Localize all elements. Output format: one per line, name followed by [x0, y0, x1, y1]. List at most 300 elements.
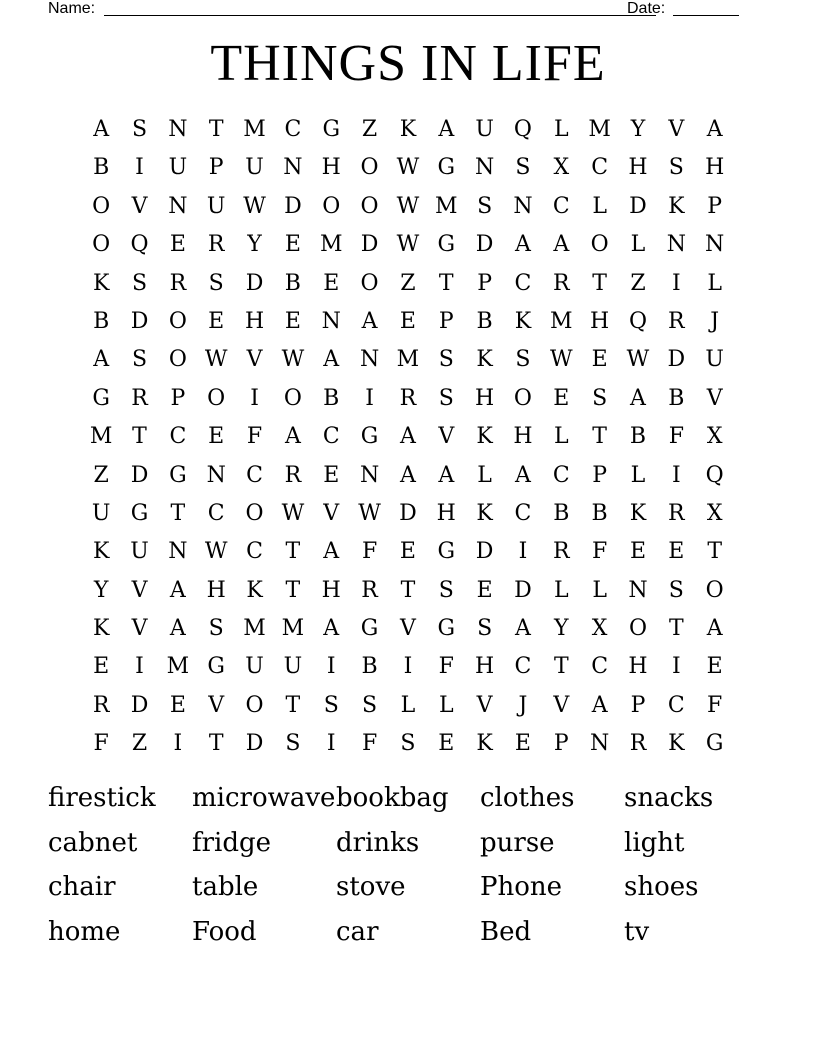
grid-letter: Q — [513, 117, 532, 142]
grid-letter: D — [360, 232, 379, 258]
grid-letter: G — [705, 731, 724, 757]
grid-letter: O — [245, 692, 264, 718]
grid-letter: N — [513, 193, 533, 219]
grid-letter: B — [361, 654, 378, 680]
grid-letter: D — [475, 539, 494, 565]
grid-letter: Q — [705, 462, 724, 488]
grid-letter: O — [360, 155, 379, 181]
word-bank-item: clothes — [480, 783, 575, 813]
grid-letter: P — [630, 692, 646, 718]
word-bank-item: microwave — [192, 783, 336, 813]
grid-letter: W — [396, 232, 420, 258]
grid-letter: V — [208, 692, 225, 718]
grid-letter: V — [131, 616, 148, 642]
grid-letter: O — [628, 616, 647, 642]
grid-letter: P — [592, 462, 608, 488]
grid-letter: K — [246, 577, 263, 603]
grid-letter: M — [243, 117, 266, 142]
grid-letter: P — [553, 731, 569, 757]
grid-letter: O — [92, 193, 111, 219]
grid-letter: T — [132, 424, 147, 450]
grid-row — [82, 380, 734, 418]
grid-letter: V — [668, 117, 685, 142]
grid-letter: T — [553, 654, 569, 680]
grid-letter: G — [360, 424, 379, 450]
grid-letter: S — [438, 577, 454, 603]
grid-letter: A — [438, 117, 455, 142]
grid-letter: T — [707, 539, 723, 565]
grid-letter: F — [93, 731, 109, 757]
grid-letter: R — [169, 270, 187, 296]
grid-letter: E — [284, 232, 301, 258]
word-bank-item: light — [624, 827, 685, 858]
grid-letter: L — [477, 462, 492, 488]
grid-letter: A — [515, 616, 531, 642]
grid-letter: M — [166, 654, 190, 680]
grid-letter: B — [323, 385, 340, 411]
grid-letter: C — [207, 500, 225, 526]
grid-letter: A — [323, 539, 340, 565]
grid-letter: W — [626, 347, 650, 373]
word-bank-item: cabnet — [48, 827, 138, 858]
grid-letter: O — [92, 232, 111, 258]
grid-row — [82, 457, 734, 495]
grid-letter: R — [629, 731, 647, 757]
grid-letter: C — [591, 654, 609, 680]
word-bank-row — [48, 912, 768, 957]
grid-letter: W — [204, 347, 228, 373]
grid-letter: S — [668, 577, 684, 603]
grid-letter: V — [438, 424, 455, 450]
grid-letter: C — [169, 424, 187, 450]
grid-letter: E — [706, 654, 723, 680]
grid-letter: T — [208, 731, 224, 757]
grid-letter: O — [590, 232, 609, 258]
word-bank-item: chair — [48, 872, 116, 903]
grid-letter: L — [707, 270, 722, 296]
grid-letter: K — [514, 308, 532, 334]
grid-letter: H — [321, 577, 341, 603]
grid-letter: D — [130, 462, 149, 488]
grid-letter: W — [281, 500, 305, 526]
grid-letter: E — [284, 308, 301, 334]
grid-letter: B — [476, 308, 493, 334]
grid-letter: L — [553, 424, 569, 450]
grid-letter: S — [208, 270, 224, 296]
grid-letter: Z — [93, 462, 109, 488]
grid-letter: A — [399, 424, 416, 450]
grid-letter: F — [707, 692, 723, 718]
grid-letter: A — [630, 385, 646, 411]
grid-row — [82, 111, 734, 149]
grid-row — [82, 341, 734, 379]
grid-letter: O — [168, 308, 187, 334]
grid-letter: B — [591, 500, 608, 526]
grid-letter: E — [476, 577, 493, 603]
word-bank-item: firestick — [48, 783, 156, 813]
grid-letter: S — [131, 270, 148, 296]
grid-letter: L — [592, 577, 607, 603]
grid-letter: W — [396, 193, 420, 219]
grid-letter: M — [319, 232, 343, 258]
grid-letter: I — [326, 654, 336, 680]
grid-letter: T — [592, 270, 607, 296]
grid-letter: M — [588, 117, 611, 142]
grid-letter: R — [553, 270, 570, 296]
grid-letter: C — [284, 117, 302, 142]
grid-letter: W — [358, 500, 381, 526]
grid-letter: U — [130, 539, 149, 565]
grid-letter: A — [706, 616, 723, 642]
word-bank-item: stove — [336, 872, 406, 903]
grid-row — [82, 725, 734, 763]
grid-letter: U — [91, 500, 111, 526]
grid-letter: U — [475, 117, 494, 142]
grid-letter: H — [590, 308, 610, 334]
grid-letter: S — [362, 692, 378, 718]
grid-letter: F — [361, 731, 378, 757]
grid-letter: V — [476, 692, 493, 718]
grid-letter: S — [515, 155, 531, 181]
grid-letter: K — [92, 616, 110, 642]
grid-letter: H — [475, 385, 495, 411]
grid-letter: H — [628, 155, 648, 181]
name-blank-line — [104, 15, 656, 16]
grid-letter: C — [246, 462, 263, 488]
grid-letter: E — [323, 270, 340, 296]
grid-row — [82, 303, 734, 341]
grid-letter: N — [666, 232, 686, 258]
word-bank-item: car — [336, 917, 379, 948]
grid-letter: E — [399, 539, 416, 565]
grid-letter: S — [208, 616, 224, 642]
grid-letter: Y — [247, 232, 262, 258]
grid-letter: E — [169, 692, 186, 718]
grid-letter: L — [553, 117, 569, 142]
grid-letter: S — [477, 193, 493, 219]
grid-letter: I — [173, 731, 183, 757]
grid-letter: N — [168, 117, 188, 142]
grid-letter: L — [553, 577, 569, 603]
grid-letter: M — [435, 193, 458, 219]
grid-letter: G — [437, 155, 456, 181]
grid-row — [82, 533, 734, 571]
grid-letter: L — [630, 462, 646, 488]
grid-letter: G — [169, 462, 187, 488]
grid-letter: T — [208, 117, 224, 142]
grid-letter: E — [208, 308, 225, 334]
grid-letter: V — [706, 385, 723, 411]
grid-letter: N — [206, 462, 226, 488]
grid-letter: N — [705, 232, 725, 258]
word-bank-item: Phone — [480, 872, 563, 903]
grid-letter: E — [169, 232, 186, 258]
grid-letter: C — [591, 155, 609, 181]
grid-row — [82, 226, 734, 264]
word-bank-row — [48, 778, 768, 823]
grid-letter: N — [168, 193, 188, 219]
word-bank-item: Bed — [480, 917, 532, 948]
grid-letter: S — [285, 731, 301, 757]
grid-letter: E — [323, 462, 340, 488]
grid-letter: A — [591, 692, 608, 718]
grid-letter: U — [206, 193, 226, 219]
grid-letter: T — [285, 539, 301, 565]
grid-letter: R — [668, 500, 685, 526]
grid-letter: K — [476, 347, 493, 373]
grid-letter: F — [438, 654, 454, 680]
grid-letter: Z — [630, 270, 646, 296]
grid-letter: Q — [130, 232, 149, 258]
grid-letter: Q — [628, 308, 647, 334]
grid-letter: C — [514, 270, 532, 296]
grid-letter: E — [514, 731, 531, 757]
grid-row — [82, 687, 734, 725]
word-bank-item: fridge — [192, 827, 272, 858]
grid-letter: M — [281, 616, 305, 642]
grid-letter: A — [169, 616, 186, 642]
grid-letter: Z — [400, 270, 416, 296]
grid-letter: R — [361, 577, 378, 603]
grid-letter: F — [668, 424, 684, 450]
word-bank-item: purse — [480, 827, 555, 858]
grid-row — [82, 265, 734, 303]
grid-letter: I — [671, 270, 681, 296]
grid-letter: D — [399, 500, 417, 526]
grid-letter: W — [549, 347, 573, 373]
word-bank-item: drinks — [336, 827, 420, 858]
grid-letter: B — [668, 385, 685, 411]
grid-letter: R — [399, 385, 417, 411]
grid-letter: S — [131, 347, 148, 373]
grid-letter: N — [359, 462, 380, 488]
grid-letter: Y — [630, 117, 646, 142]
grid-row — [82, 572, 734, 610]
grid-row — [82, 188, 734, 226]
worksheet-header — [48, 0, 740, 18]
word-bank-item: home — [48, 917, 121, 948]
grid-letter: U — [245, 654, 264, 680]
grid-letter: T — [170, 500, 186, 526]
grid-letter: D — [629, 193, 647, 219]
grid-letter: V — [553, 692, 570, 718]
grid-letter: H — [628, 654, 648, 680]
grid-letter: I — [135, 155, 144, 181]
grid-letter: F — [361, 539, 378, 565]
grid-letter: Y — [93, 577, 109, 603]
grid-letter: O — [322, 193, 341, 219]
grid-letter: E — [591, 347, 608, 373]
grid-letter: G — [207, 654, 225, 680]
grid-letter: A — [169, 577, 186, 603]
grid-letter: V — [323, 500, 340, 526]
grid-letter: A — [553, 232, 570, 258]
grid-letter: C — [552, 193, 570, 219]
grid-letter: L — [438, 692, 454, 718]
grid-letter: I — [326, 731, 336, 757]
grid-letter: E — [93, 654, 110, 680]
grid-letter: S — [438, 385, 454, 411]
grid-letter: N — [321, 308, 341, 334]
grid-letter: R — [553, 539, 570, 565]
word-bank-item: bookbag — [336, 783, 449, 813]
grid-row — [82, 610, 734, 648]
grid-letter: G — [92, 385, 110, 411]
grid-letter: E — [629, 539, 647, 565]
grid-letter: A — [93, 117, 110, 142]
grid-row — [82, 648, 734, 686]
word-bank-item: table — [192, 872, 259, 903]
date-blank-line — [673, 15, 739, 16]
grid-letter: G — [437, 616, 456, 642]
grid-letter: A — [438, 462, 455, 488]
page-title: THINGS IN LIFE — [210, 35, 606, 92]
grid-letter: C — [552, 462, 570, 488]
grid-letter: E — [553, 385, 570, 411]
word-bank-item: Food — [192, 917, 257, 948]
grid-letter: O — [360, 193, 379, 219]
grid-letter: H — [513, 424, 533, 450]
grid-letter: T — [668, 616, 684, 642]
grid-letter: A — [323, 347, 340, 373]
grid-letter: X — [706, 500, 723, 526]
grid-letter: I — [250, 385, 259, 411]
grid-letter: D — [130, 692, 149, 718]
grid-letter: V — [131, 193, 148, 219]
grid-letter: T — [592, 424, 607, 450]
grid-letter: O — [207, 385, 226, 411]
grid-letter: N — [168, 539, 188, 565]
grid-letter: I — [518, 539, 528, 565]
grid-letter: O — [513, 385, 532, 411]
grid-letter: O — [283, 385, 302, 411]
grid-letter: R — [92, 692, 110, 718]
grid-letter: S — [592, 385, 608, 411]
grid-letter: A — [515, 232, 531, 258]
grid-letter: I — [671, 462, 681, 488]
grid-letter: N — [359, 347, 380, 373]
grid-letter: V — [399, 616, 416, 642]
grid-letter: S — [477, 616, 493, 642]
grid-letter: H — [321, 155, 341, 181]
grid-letter: U — [168, 155, 188, 181]
word-bank-item: shoes — [624, 872, 699, 903]
grid-letter: R — [131, 385, 148, 411]
grid-letter: W — [204, 539, 228, 565]
grid-letter: K — [476, 500, 493, 526]
grid-letter: U — [705, 347, 724, 373]
grid-letter: Y — [554, 616, 569, 642]
grid-letter: D — [284, 193, 302, 219]
grid-letter: W — [396, 155, 420, 181]
grid-letter: T — [438, 270, 454, 296]
word-bank — [48, 778, 768, 957]
grid-letter: F — [592, 539, 608, 565]
grid-letter: A — [515, 462, 531, 488]
grid-letter: A — [361, 308, 378, 334]
word-bank-item: tv — [624, 917, 650, 948]
grid-letter: C — [667, 692, 685, 718]
grid-letter: I — [135, 654, 144, 680]
grid-letter: H — [244, 308, 265, 334]
letter-grid — [82, 111, 734, 764]
grid-letter: P — [707, 193, 723, 219]
grid-letter: M — [396, 347, 420, 373]
grid-letter: B — [284, 270, 301, 296]
grid-letter: O — [245, 500, 264, 526]
grid-letter: S — [323, 692, 339, 718]
grid-letter: W — [243, 193, 266, 219]
grid-letter: E — [438, 731, 455, 757]
grid-letter: B — [553, 500, 570, 526]
grid-letter: Z — [131, 731, 148, 757]
grid-letter: J — [710, 308, 720, 334]
grid-letter: K — [476, 424, 493, 450]
name-label: Name: — [48, 0, 96, 17]
grid-letter: E — [208, 424, 225, 450]
grid-letter: R — [284, 462, 302, 488]
grid-letter: H — [206, 577, 226, 603]
grid-letter: A — [706, 117, 723, 142]
grid-letter: D — [475, 232, 494, 258]
word-bank-row — [48, 823, 768, 868]
grid-letter: X — [706, 424, 723, 450]
grid-letter: I — [403, 654, 413, 680]
grid-letter: A — [323, 616, 340, 642]
grid-letter: G — [322, 117, 341, 142]
grid-letter: L — [592, 193, 607, 219]
grid-letter: D — [130, 308, 149, 334]
grid-letter: R — [668, 308, 685, 334]
word-bank-row — [48, 867, 768, 912]
grid-letter: K — [476, 731, 493, 757]
grid-letter: B — [93, 308, 110, 334]
grid-letter: S — [438, 347, 454, 373]
grid-letter: L — [400, 692, 416, 718]
grid-letter: C — [514, 500, 532, 526]
grid-letter: S — [400, 731, 416, 757]
grid-letter: I — [365, 385, 374, 411]
grid-letter: K — [92, 270, 110, 296]
grid-letter: G — [130, 500, 149, 526]
grid-letter: H — [475, 654, 495, 680]
grid-letter: P — [170, 385, 186, 411]
grid-letter: Z — [361, 117, 378, 142]
grid-letter: J — [518, 692, 528, 718]
grid-letter: U — [283, 654, 303, 680]
grid-letter: D — [245, 731, 264, 757]
grid-letter: S — [668, 155, 684, 181]
grid-letter: F — [246, 424, 263, 450]
grid-letter: S — [131, 117, 148, 142]
grid-letter: N — [590, 731, 610, 757]
grid-letter: K — [629, 500, 647, 526]
grid-letter: E — [668, 539, 685, 565]
grid-letter: T — [285, 577, 301, 603]
grid-letter: K — [399, 117, 417, 142]
grid-letter: C — [322, 424, 340, 450]
grid-letter: H — [436, 500, 456, 526]
grid-letter: A — [399, 462, 416, 488]
grid-letter: O — [705, 577, 724, 603]
date-label: Date: — [627, 0, 666, 17]
grid-letter: D — [667, 347, 686, 373]
grid-letter: W — [281, 347, 305, 373]
grid-letter: R — [207, 232, 225, 258]
grid-letter: K — [668, 731, 685, 757]
grid-letter: O — [168, 347, 187, 373]
grid-letter: V — [246, 347, 263, 373]
